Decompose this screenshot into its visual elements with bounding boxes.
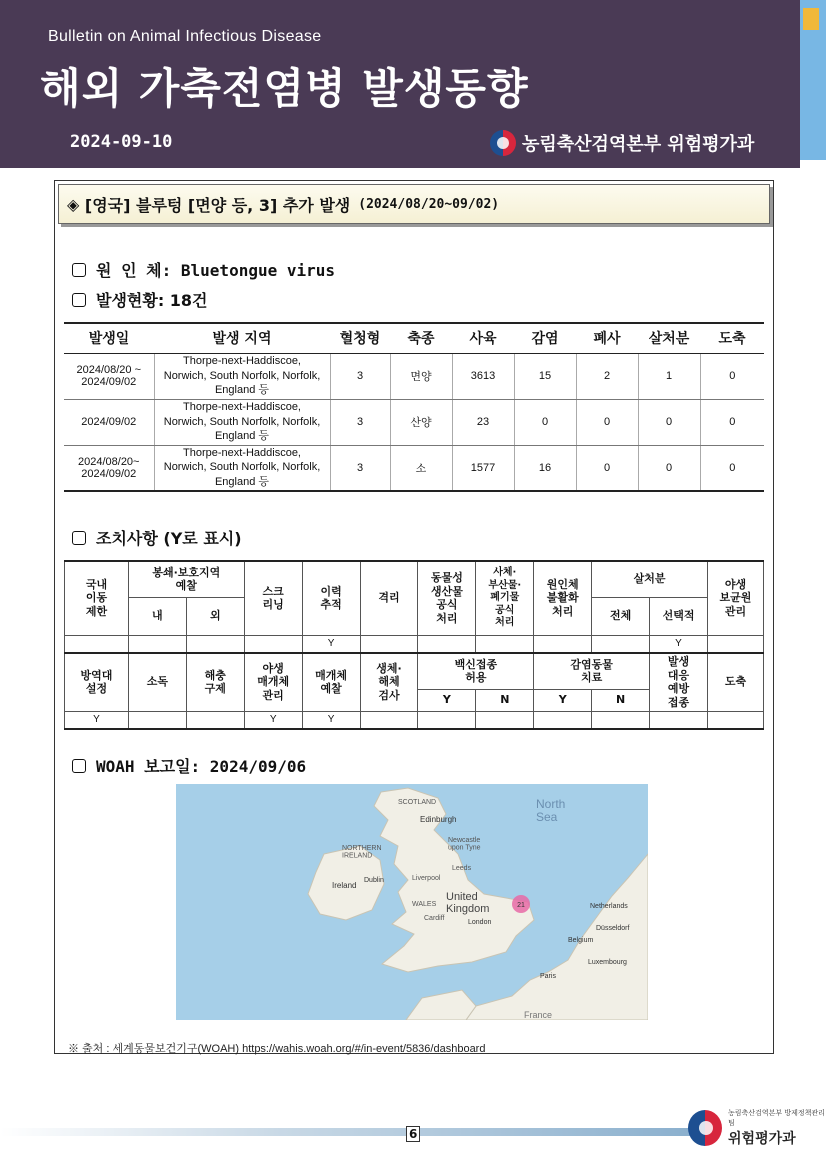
value-cell xyxy=(65,635,129,653)
label-scotland: SCOTLAND xyxy=(398,799,437,806)
page-number: 6 xyxy=(406,1126,420,1142)
topic-marker: ◈ xyxy=(67,194,80,214)
footer-bar xyxy=(0,1128,690,1136)
cell-kept: 3613 xyxy=(452,353,514,399)
government-emblem-icon xyxy=(688,1110,722,1146)
column-header: 감염 xyxy=(514,323,576,353)
outbreak-map xyxy=(176,784,648,1020)
label-leeds: Leeds xyxy=(452,865,472,872)
measures-text: 조치사항 (Y로 표시) xyxy=(96,529,242,548)
header-bio-test: 생체· 해체 검사 xyxy=(360,653,418,711)
table-header-row xyxy=(64,323,764,353)
side-accent-tab xyxy=(803,8,819,30)
header-inactivation: 원인체 불활화 처리 xyxy=(534,561,592,635)
government-emblem-icon xyxy=(490,130,516,156)
bulletin-date: 2024-09-10 xyxy=(70,132,173,152)
value-cell xyxy=(707,711,763,729)
cell-kept: 1577 xyxy=(452,445,514,491)
label-cardiff: Cardiff xyxy=(424,915,445,922)
column-header: 축종 xyxy=(390,323,452,353)
label-north-sea: North Sea xyxy=(536,797,566,825)
cell-date: 2024/08/20 ~ 2024/09/02 xyxy=(64,353,154,399)
cell-kept: 23 xyxy=(452,399,514,445)
cell-infected: 16 xyxy=(514,445,576,491)
footer-logo xyxy=(688,1108,826,1148)
bulletin-subtitle: Bulletin on Animal Infectious Disease xyxy=(48,28,322,45)
cell-species: 면양 xyxy=(390,353,452,399)
value-cell xyxy=(186,635,244,653)
header-wild: 야생 보균원 관리 xyxy=(707,561,763,635)
header-screening: 스크 리닝 xyxy=(244,561,302,635)
measures-values-row-2 xyxy=(65,711,764,729)
label-uk: United Kingdom xyxy=(446,891,490,916)
cell-dead: 2 xyxy=(576,353,638,399)
measures-values-row-1 xyxy=(65,635,764,653)
header-treatment: 감염동물 치료 xyxy=(534,653,650,689)
value-cell xyxy=(534,711,592,729)
header-zone-in: 내 xyxy=(128,597,186,635)
value-cell: Y xyxy=(65,711,129,729)
value-cell xyxy=(360,635,418,653)
header-wild-vector: 야생 매개체 관리 xyxy=(244,653,302,711)
value-cell xyxy=(476,635,534,653)
cell-dead: 0 xyxy=(576,399,638,445)
column-header: 발생 지역 xyxy=(154,323,330,353)
value-cell: Y xyxy=(302,711,360,729)
cell-serotype: 3 xyxy=(330,353,390,399)
value-cell xyxy=(418,711,476,729)
header-movement: 국내 이동 제한 xyxy=(65,561,129,635)
value-cell xyxy=(476,711,534,729)
cell-infected: 15 xyxy=(514,353,576,399)
label-dublin: Dublin xyxy=(364,877,384,884)
checkbox-icon xyxy=(72,293,86,307)
label-liverpool: Liverpool xyxy=(412,875,441,882)
header-culling: 살처분 xyxy=(592,561,708,597)
value-cell xyxy=(360,711,418,729)
cell-culled: 1 xyxy=(638,353,700,399)
header-slaughter: 도축 xyxy=(707,653,763,711)
value-cell xyxy=(128,711,186,729)
value-cell: Y xyxy=(650,635,708,653)
label-france: France xyxy=(524,1010,553,1020)
footer-org-small: 농림축산검역본부 방제정책관리팀 xyxy=(728,1109,825,1127)
cell-slaughtered: 0 xyxy=(700,353,764,399)
map-svg xyxy=(176,784,648,1020)
cell-serotype: 3 xyxy=(330,399,390,445)
section-measures xyxy=(72,526,242,549)
value-cell xyxy=(186,711,244,729)
header-prevent: 발생 대응 예방 접종 xyxy=(650,653,708,711)
cell-region: Thorpe-next-Haddiscoe, Norwich, South Norfolk, Norfolk, England 등 xyxy=(154,399,330,445)
cell-species: 소 xyxy=(390,445,452,491)
brittany-landmass xyxy=(406,990,476,1020)
cell-dead: 0 xyxy=(576,445,638,491)
header-zoning: 방역대 설정 xyxy=(65,653,129,711)
label-wales: WALES xyxy=(412,901,437,908)
label-ireland: Ireland xyxy=(332,881,357,890)
value-cell xyxy=(534,635,592,653)
column-header: 혈청형 xyxy=(330,323,390,353)
section-woah xyxy=(72,754,306,777)
org-name: 농림축산검역본부 위험평가과 xyxy=(522,134,755,155)
label-dusseldorf: Düsseldorf xyxy=(596,925,630,932)
header-cull-selective: 선택적 xyxy=(650,597,708,635)
cell-infected: 0 xyxy=(514,399,576,445)
header-carcass: 사체· 부산물· 폐기물 공식 처리 xyxy=(476,561,534,635)
cell-region: Thorpe-next-Haddiscoe, Norwich, South Norfolk, Norfolk, England 등 xyxy=(154,445,330,491)
cell-serotype: 3 xyxy=(330,445,390,491)
cell-date: 2024/09/02 xyxy=(64,399,154,445)
value-cell xyxy=(707,635,763,653)
cell-species: 산양 xyxy=(390,399,452,445)
header-zone-out: 외 xyxy=(186,597,244,635)
cell-slaughtered: 0 xyxy=(700,399,764,445)
column-header: 사육 xyxy=(452,323,514,353)
marker-count: 21 xyxy=(517,902,525,909)
value-cell xyxy=(592,711,650,729)
column-header: 발생일 xyxy=(64,323,154,353)
header-vaccine: 백신접종 허용 xyxy=(418,653,534,689)
header-treat-yes: Y xyxy=(534,689,592,711)
topic-heading xyxy=(58,184,770,224)
header-disinfection: 소독 xyxy=(128,653,186,711)
value-cell xyxy=(418,635,476,653)
value-cell xyxy=(650,711,708,729)
column-header: 폐사 xyxy=(576,323,638,353)
header-tracing: 이력 추적 xyxy=(302,561,360,635)
checkbox-icon xyxy=(72,263,86,277)
label-edinburgh: Edinburgh xyxy=(420,815,457,824)
topic-period: (2024/08/20~09/02) xyxy=(358,196,500,212)
header-vaccine-no: N xyxy=(476,689,534,711)
column-header: 살처분 xyxy=(638,323,700,353)
value-cell: Y xyxy=(244,711,302,729)
column-header: 도축 xyxy=(700,323,764,353)
label-netherlands: Netherlands xyxy=(590,903,628,910)
header-products: 동물성 생산물 공식 처리 xyxy=(418,561,476,635)
footer-org-big: 위험평가과 xyxy=(728,1131,796,1147)
header-pest: 해충 구제 xyxy=(186,653,244,711)
cell-region: Thorpe-next-Haddiscoe, Norwich, South Norfolk, Norfolk, England 등 xyxy=(154,353,330,399)
value-cell xyxy=(244,635,302,653)
header-vector-surveillance: 매개체 예찰 xyxy=(302,653,360,711)
label-belgium: Belgium xyxy=(568,937,594,944)
outbreak-table xyxy=(64,322,764,492)
header-cull-all: 전체 xyxy=(592,597,650,635)
table-row xyxy=(64,445,764,491)
org-label xyxy=(490,130,754,156)
woah-text: WOAH 보고일: 2024/09/06 xyxy=(96,757,307,776)
page-title: 해외 가축전염병 발생동향 xyxy=(40,64,529,113)
label-paris: Paris xyxy=(540,973,556,980)
label-luxembourg: Luxembourg xyxy=(588,959,627,966)
cell-date: 2024/08/20~ 2024/09/02 xyxy=(64,445,154,491)
header-banner xyxy=(0,0,800,168)
value-cell: Y xyxy=(302,635,360,653)
value-cell xyxy=(128,635,186,653)
table-row xyxy=(64,399,764,445)
checkbox-icon xyxy=(72,759,86,773)
label-london: London xyxy=(468,919,492,926)
topic-title: [영국] 블루텅 [면양 등, 3] 추가 발생 xyxy=(84,195,351,215)
value-cell xyxy=(592,635,650,653)
cell-culled: 0 xyxy=(638,445,700,491)
checkbox-icon xyxy=(72,531,86,545)
cause-text: 원 인 체: Bluetongue virus xyxy=(96,261,336,280)
cell-slaughtered: 0 xyxy=(700,445,764,491)
header-treat-no: N xyxy=(592,689,650,711)
section-status xyxy=(72,288,208,311)
table-row xyxy=(64,353,764,399)
header-quarantine: 격리 xyxy=(360,561,418,635)
section-cause xyxy=(72,258,335,281)
source-citation: ※ 출처 : 세계동물보건기구(WOAH) https://wahis.woah.org/#/in-event/5836/dashboard xyxy=(68,1043,486,1055)
measures-table xyxy=(64,560,764,730)
header-vaccine-yes: Y xyxy=(418,689,476,711)
cell-culled: 0 xyxy=(638,399,700,445)
header-zone: 봉쇄·보호지역 예찰 xyxy=(128,561,244,597)
label-northern-ireland: NORTHERN IRELAND xyxy=(342,845,382,860)
label-newcastle: Newcastle upon Tyne xyxy=(448,837,481,852)
status-text: 발생현황: 18건 xyxy=(96,291,208,310)
